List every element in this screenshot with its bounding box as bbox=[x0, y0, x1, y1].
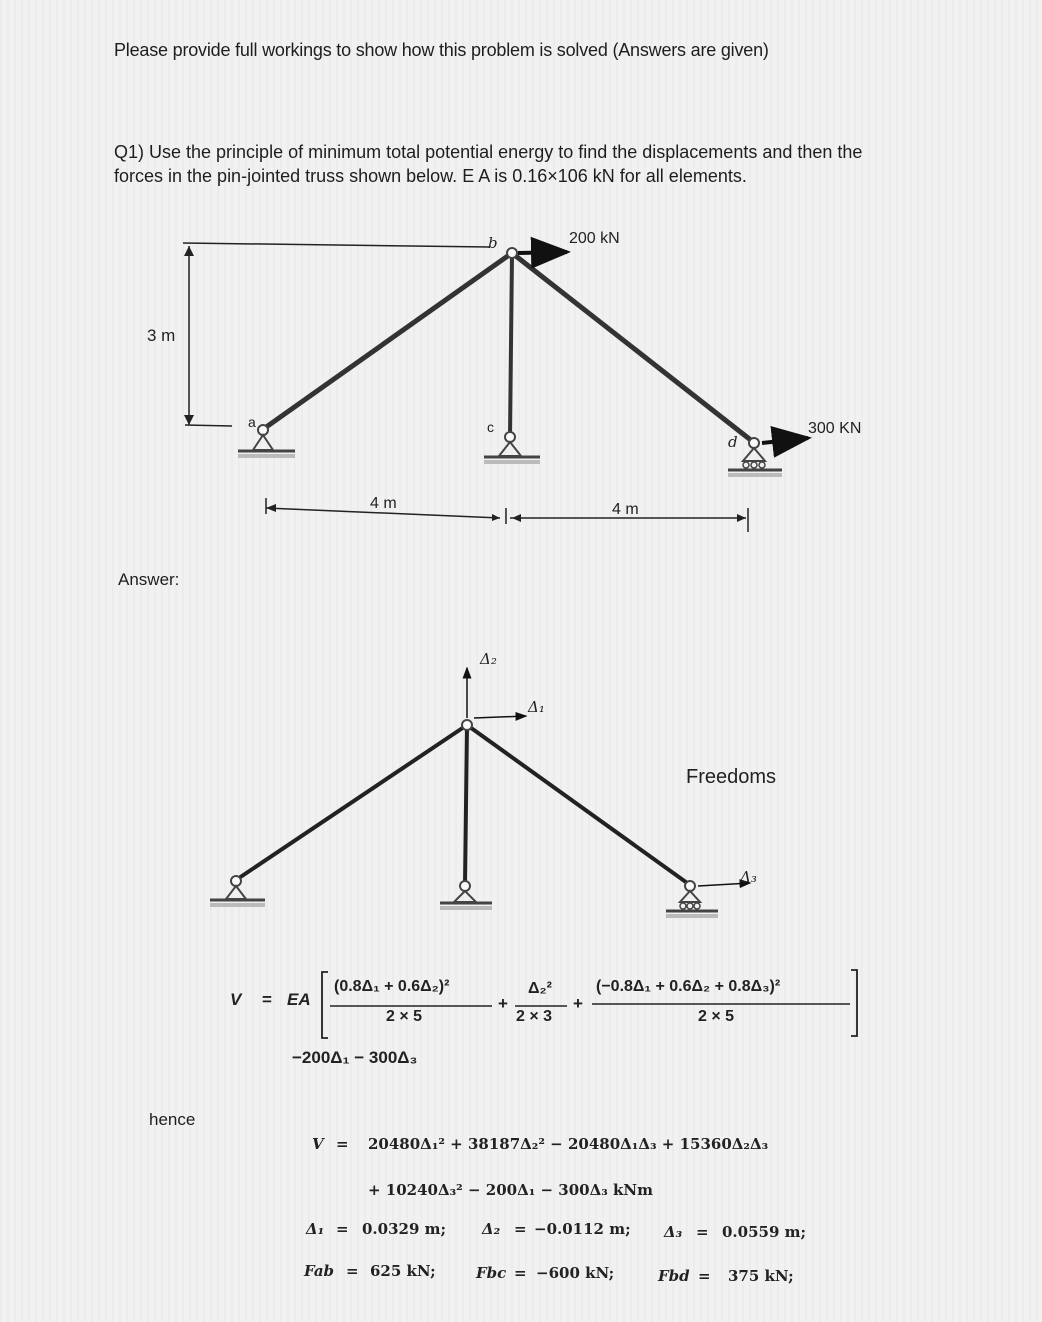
fbc-equals: = bbox=[514, 1264, 527, 1282]
fbc-label: Fbc bbox=[476, 1264, 507, 1282]
delta3-label: Δ₃ bbox=[740, 868, 757, 886]
node-c-label: c bbox=[487, 419, 494, 435]
delta1-value: 0.0329 m; bbox=[362, 1220, 447, 1238]
left-dim-label: 4 m bbox=[370, 495, 397, 512]
fbd-equals: = bbox=[698, 1267, 711, 1285]
energy-ea: EA bbox=[287, 990, 311, 1009]
delta1-label: Δ₁ bbox=[528, 698, 545, 716]
v-equals: = bbox=[336, 1135, 349, 1153]
fbd-value: 375 kN; bbox=[728, 1267, 794, 1285]
plus-2: + bbox=[573, 994, 583, 1013]
fbd-label: Fbd bbox=[658, 1267, 690, 1285]
delta2-equals: = bbox=[514, 1220, 527, 1238]
node-b-label: b bbox=[488, 234, 498, 252]
answer-label: Answer: bbox=[118, 570, 180, 589]
v-expression-line-2: + 10240Δ₃² − 200Δ₁ − 300Δ₃ kNm bbox=[368, 1181, 654, 1199]
node-a-label: a bbox=[248, 414, 256, 430]
delta2-label: Δ₂ bbox=[480, 650, 497, 668]
height-dim-label: 3 m bbox=[147, 326, 176, 345]
load-terms: −200Δ₁ − 300Δ₃ bbox=[292, 1048, 418, 1067]
delta3-result-label: Δ₃ bbox=[664, 1223, 683, 1241]
delta3-value: 0.0559 m; bbox=[722, 1223, 807, 1241]
delta2-result-label: Δ₂ bbox=[482, 1220, 501, 1238]
right-dim-label: 4 m bbox=[612, 501, 639, 518]
fab-value: 625 kN; bbox=[370, 1262, 436, 1280]
fab-equals: = bbox=[346, 1262, 359, 1280]
energy-equals: = bbox=[262, 990, 272, 1009]
term2-denominator: 2 × 3 bbox=[516, 1008, 553, 1025]
fab-label: Fab bbox=[304, 1262, 335, 1280]
load-d-label: 300 KN bbox=[808, 420, 862, 437]
freedoms-label: Freedoms bbox=[686, 766, 777, 788]
v-expression-line-1: 20480Δ₁² + 38187Δ₂² − 20480Δ₁Δ₃ + 15360Δ₂Δ₃ bbox=[368, 1135, 769, 1153]
term3-denominator: 2 × 5 bbox=[698, 1008, 735, 1025]
hence-label: hence bbox=[149, 1110, 196, 1129]
load-b-label: 200 kN bbox=[569, 230, 620, 247]
question-line-1: Q1) Use the principle of minimum total potential energy to find the displacements and then the bbox=[114, 142, 863, 162]
term3-numerator: (−0.8Δ₁ + 0.6Δ₂ + 0.8Δ₃)² bbox=[596, 978, 781, 995]
node-d-label: d bbox=[728, 433, 738, 451]
delta2-value: −0.0112 m; bbox=[534, 1220, 631, 1238]
term2-numerator: Δ₂² bbox=[528, 980, 552, 997]
fbc-value: −600 kN; bbox=[536, 1264, 615, 1282]
delta1-result-label: Δ₁ bbox=[306, 1220, 325, 1238]
question-line-2: forces in the pin-jointed truss shown below. E A is 0.16×106 kN for all elements. bbox=[114, 166, 747, 186]
delta1-equals: = bbox=[336, 1220, 349, 1238]
plus-1: + bbox=[498, 994, 508, 1013]
energy-lhs: V bbox=[230, 990, 242, 1009]
term1-numerator: (0.8Δ₁ + 0.6Δ₂)² bbox=[334, 978, 450, 995]
v-lhs: V bbox=[312, 1135, 324, 1153]
term1-denominator: 2 × 5 bbox=[386, 1008, 423, 1025]
instruction-text: Please provide full workings to show how this problem is solved (Answers are given) bbox=[114, 40, 769, 60]
delta3-equals: = bbox=[696, 1223, 709, 1241]
